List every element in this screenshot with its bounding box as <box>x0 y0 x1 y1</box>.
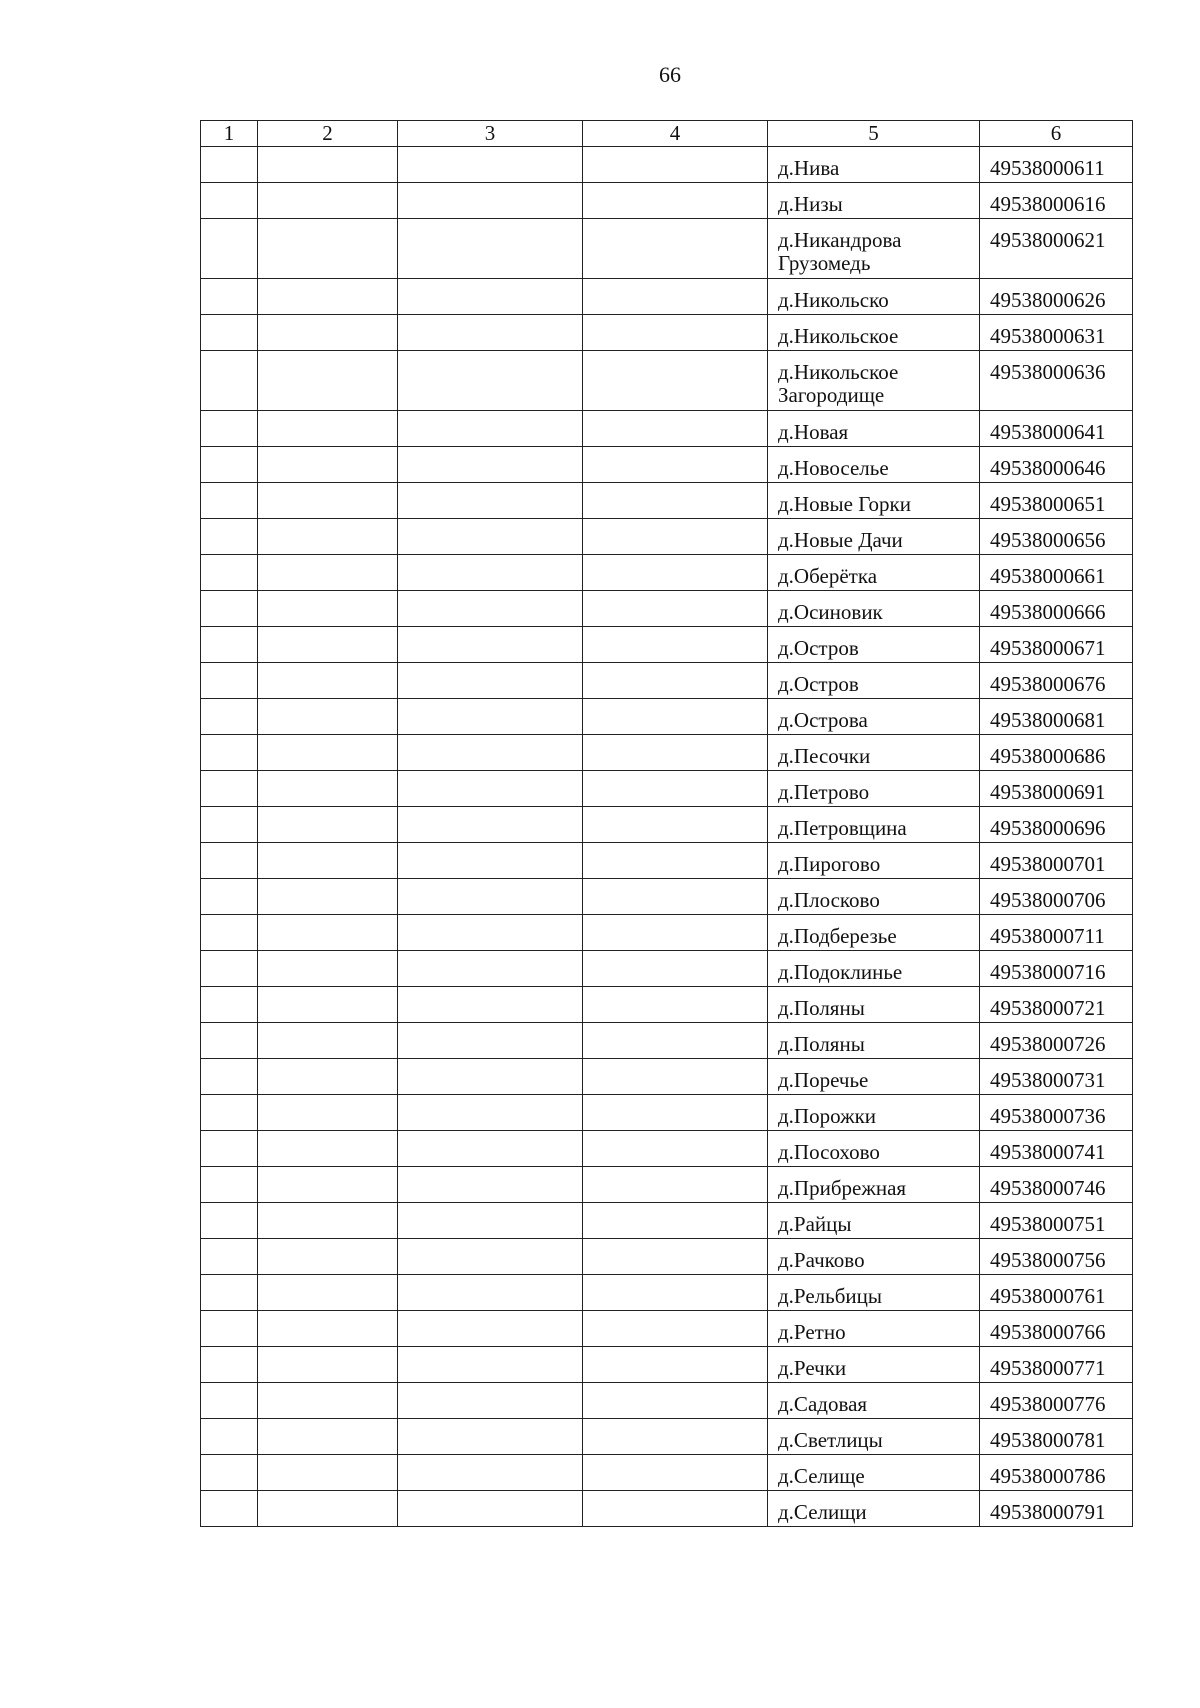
column-header-5: 5 <box>768 121 980 147</box>
oktmo-code-cell: 49538000741 <box>980 1131 1133 1167</box>
cell-col-4 <box>583 351 768 411</box>
cell-col-3 <box>398 1203 583 1239</box>
settlement-name-cell: д.Посохово <box>768 1131 980 1167</box>
cell-col-2 <box>258 483 398 519</box>
cell-col-3 <box>398 915 583 951</box>
oktmo-code-cell: 49538000621 <box>980 219 1133 279</box>
cell-col-3 <box>398 1383 583 1419</box>
cell-col-1 <box>201 843 258 879</box>
oktmo-code-cell: 49538000776 <box>980 1383 1133 1419</box>
cell-col-1 <box>201 219 258 279</box>
table-row <box>201 1131 1133 1167</box>
cell-col-3 <box>398 1131 583 1167</box>
settlement-name-cell: д.Пирогово <box>768 843 980 879</box>
oktmo-code-cell: 49538000666 <box>980 591 1133 627</box>
cell-col-3 <box>398 219 583 279</box>
settlement-name-cell: д.Селище <box>768 1455 980 1491</box>
cell-col-4 <box>583 843 768 879</box>
cell-col-3 <box>398 1275 583 1311</box>
cell-col-3 <box>398 483 583 519</box>
table-row <box>201 627 1133 663</box>
cell-col-3 <box>398 1167 583 1203</box>
cell-col-1 <box>201 1383 258 1419</box>
cell-col-2 <box>258 1419 398 1455</box>
cell-col-4 <box>583 279 768 315</box>
cell-col-1 <box>201 1491 258 1527</box>
table-row <box>201 915 1133 951</box>
oktmo-code-cell: 49538000616 <box>980 183 1133 219</box>
oktmo-code-cell: 49538000736 <box>980 1095 1133 1131</box>
cell-col-4 <box>583 591 768 627</box>
settlement-name-cell: д.Поляны <box>768 987 980 1023</box>
cell-col-4 <box>583 1131 768 1167</box>
oktmo-code-cell: 49538000726 <box>980 1023 1133 1059</box>
cell-col-4 <box>583 1203 768 1239</box>
cell-col-4 <box>583 1455 768 1491</box>
cell-col-3 <box>398 1491 583 1527</box>
cell-col-3 <box>398 879 583 915</box>
cell-col-3 <box>398 1095 583 1131</box>
column-header-3: 3 <box>398 121 583 147</box>
cell-col-1 <box>201 1311 258 1347</box>
table-row <box>201 483 1133 519</box>
cell-col-3 <box>398 987 583 1023</box>
cell-col-4 <box>583 1491 768 1527</box>
table-row <box>201 1059 1133 1095</box>
cell-col-3 <box>398 351 583 411</box>
table-row <box>201 315 1133 351</box>
cell-col-1 <box>201 1347 258 1383</box>
oktmo-code-cell: 49538000691 <box>980 771 1133 807</box>
cell-col-4 <box>583 411 768 447</box>
settlement-name-cell: д.Прибрежная <box>768 1167 980 1203</box>
cell-col-3 <box>398 627 583 663</box>
cell-col-4 <box>583 483 768 519</box>
cell-col-4 <box>583 1095 768 1131</box>
table-row <box>201 591 1133 627</box>
settlement-name-cell: д.Новая <box>768 411 980 447</box>
cell-col-1 <box>201 591 258 627</box>
oktmo-code-cell: 49538000721 <box>980 987 1133 1023</box>
cell-col-3 <box>398 663 583 699</box>
cell-col-3 <box>398 183 583 219</box>
table-row <box>201 279 1133 315</box>
cell-col-1 <box>201 183 258 219</box>
cell-col-4 <box>583 987 768 1023</box>
cell-col-4 <box>583 555 768 591</box>
table-row <box>201 951 1133 987</box>
cell-col-1 <box>201 315 258 351</box>
cell-col-4 <box>583 1383 768 1419</box>
table-row <box>201 1239 1133 1275</box>
cell-col-3 <box>398 591 583 627</box>
cell-col-3 <box>398 771 583 807</box>
column-header-4: 4 <box>583 121 768 147</box>
table-row <box>201 699 1133 735</box>
settlement-name-cell: д.Поречье <box>768 1059 980 1095</box>
settlement-name-cell: д.Острова <box>768 699 980 735</box>
cell-col-1 <box>201 1203 258 1239</box>
table-header-row <box>201 121 1133 147</box>
oktmo-code-cell: 49538000746 <box>980 1167 1133 1203</box>
cell-col-3 <box>398 411 583 447</box>
table-row <box>201 1203 1133 1239</box>
cell-col-3 <box>398 1347 583 1383</box>
cell-col-4 <box>583 771 768 807</box>
table-row <box>201 1023 1133 1059</box>
cell-col-3 <box>398 807 583 843</box>
cell-col-3 <box>398 519 583 555</box>
table-row <box>201 735 1133 771</box>
cell-col-4 <box>583 1059 768 1095</box>
oktmo-code-cell: 49538000626 <box>980 279 1133 315</box>
cell-col-2 <box>258 591 398 627</box>
cell-col-4 <box>583 807 768 843</box>
cell-col-2 <box>258 843 398 879</box>
oktmo-code-cell: 49538000671 <box>980 627 1133 663</box>
cell-col-4 <box>583 1167 768 1203</box>
settlement-name-cell: д.Остров <box>768 627 980 663</box>
settlement-name-cell: д.Оберётка <box>768 555 980 591</box>
settlement-name-cell: д.Новые Горки <box>768 483 980 519</box>
cell-col-1 <box>201 663 258 699</box>
cell-col-1 <box>201 447 258 483</box>
settlement-name-cell: д.Петровщина <box>768 807 980 843</box>
cell-col-3 <box>398 555 583 591</box>
cell-col-4 <box>583 315 768 351</box>
cell-col-2 <box>258 447 398 483</box>
cell-col-2 <box>258 315 398 351</box>
oktmo-code-cell: 49538000756 <box>980 1239 1133 1275</box>
oktmo-code-cell: 49538000711 <box>980 915 1133 951</box>
cell-col-3 <box>398 951 583 987</box>
cell-col-4 <box>583 1275 768 1311</box>
cell-col-1 <box>201 1059 258 1095</box>
table-row <box>201 519 1133 555</box>
oktmo-code-cell: 49538000781 <box>980 1419 1133 1455</box>
cell-col-2 <box>258 1167 398 1203</box>
table-row <box>201 411 1133 447</box>
settlement-name-cell: д.Новые Дачи <box>768 519 980 555</box>
oktmo-code-cell: 49538000646 <box>980 447 1133 483</box>
cell-col-1 <box>201 771 258 807</box>
cell-col-2 <box>258 1023 398 1059</box>
cell-col-2 <box>258 351 398 411</box>
cell-col-2 <box>258 735 398 771</box>
cell-col-4 <box>583 879 768 915</box>
cell-col-1 <box>201 735 258 771</box>
settlement-name-cell: д.Селищи <box>768 1491 980 1527</box>
cell-col-3 <box>398 1311 583 1347</box>
cell-col-2 <box>258 555 398 591</box>
cell-col-2 <box>258 807 398 843</box>
table-row <box>201 351 1133 411</box>
cell-col-1 <box>201 1455 258 1491</box>
cell-col-2 <box>258 279 398 315</box>
cell-col-2 <box>258 1095 398 1131</box>
oktmo-code-cell: 49538000641 <box>980 411 1133 447</box>
cell-col-2 <box>258 663 398 699</box>
settlement-name-cell: д.Новоселье <box>768 447 980 483</box>
cell-col-2 <box>258 1347 398 1383</box>
oktmo-code-cell: 49538000661 <box>980 555 1133 591</box>
oktmo-code-cell: 49538000701 <box>980 843 1133 879</box>
settlement-name-cell: д.Садовая <box>768 1383 980 1419</box>
table-row <box>201 219 1133 279</box>
cell-col-1 <box>201 807 258 843</box>
cell-col-2 <box>258 1383 398 1419</box>
oktmo-code-cell: 49538000656 <box>980 519 1133 555</box>
cell-col-2 <box>258 219 398 279</box>
cell-col-3 <box>398 843 583 879</box>
settlement-name-cell: д.Осиновик <box>768 591 980 627</box>
table-row <box>201 843 1133 879</box>
cell-col-2 <box>258 627 398 663</box>
cell-col-2 <box>258 987 398 1023</box>
oktmo-code-cell: 49538000676 <box>980 663 1133 699</box>
cell-col-4 <box>583 663 768 699</box>
settlement-name-cell: д.Песочки <box>768 735 980 771</box>
table-row <box>201 1419 1133 1455</box>
oktmo-code-cell: 49538000771 <box>980 1347 1133 1383</box>
cell-col-1 <box>201 627 258 663</box>
settlement-name-cell: д.Поляны <box>768 1023 980 1059</box>
cell-col-2 <box>258 1059 398 1095</box>
cell-col-1 <box>201 987 258 1023</box>
cell-col-1 <box>201 411 258 447</box>
settlement-name-cell: д.Рельбицы <box>768 1275 980 1311</box>
cell-col-2 <box>258 915 398 951</box>
settlement-name-cell: д.Райцы <box>768 1203 980 1239</box>
cell-col-1 <box>201 1131 258 1167</box>
cell-col-4 <box>583 1347 768 1383</box>
table-row <box>201 1275 1133 1311</box>
oktmo-code-cell: 49538000766 <box>980 1311 1133 1347</box>
cell-col-1 <box>201 1239 258 1275</box>
cell-col-1 <box>201 699 258 735</box>
cell-col-1 <box>201 147 258 183</box>
cell-col-4 <box>583 183 768 219</box>
cell-col-2 <box>258 411 398 447</box>
settlement-name-cell: д.Никольское Загородище <box>768 351 980 411</box>
settlement-name-cell: д.Ретно <box>768 1311 980 1347</box>
cell-col-1 <box>201 951 258 987</box>
table-row <box>201 555 1133 591</box>
cell-col-3 <box>398 447 583 483</box>
cell-col-3 <box>398 315 583 351</box>
table-row <box>201 1167 1133 1203</box>
cell-col-2 <box>258 1131 398 1167</box>
cell-col-4 <box>583 147 768 183</box>
cell-col-1 <box>201 483 258 519</box>
settlement-name-cell: д.Рачково <box>768 1239 980 1275</box>
settlements-table <box>200 120 1133 1527</box>
cell-col-4 <box>583 519 768 555</box>
cell-col-1 <box>201 1095 258 1131</box>
settlement-name-cell: д.Никольско <box>768 279 980 315</box>
cell-col-2 <box>258 147 398 183</box>
settlement-name-cell: д.Светлицы <box>768 1419 980 1455</box>
cell-col-1 <box>201 1419 258 1455</box>
cell-col-4 <box>583 627 768 663</box>
oktmo-code-cell: 49538000706 <box>980 879 1133 915</box>
cell-col-2 <box>258 951 398 987</box>
table-row <box>201 147 1133 183</box>
cell-col-4 <box>583 915 768 951</box>
cell-col-2 <box>258 1491 398 1527</box>
cell-col-4 <box>583 735 768 771</box>
cell-col-2 <box>258 1239 398 1275</box>
cell-col-3 <box>398 1059 583 1095</box>
cell-col-2 <box>258 1455 398 1491</box>
oktmo-code-cell: 49538000751 <box>980 1203 1133 1239</box>
oktmo-code-cell: 49538000761 <box>980 1275 1133 1311</box>
oktmo-code-cell: 49538000696 <box>980 807 1133 843</box>
settlement-name-cell: д.Остров <box>768 663 980 699</box>
cell-col-2 <box>258 1275 398 1311</box>
oktmo-code-cell: 49538000631 <box>980 315 1133 351</box>
cell-col-1 <box>201 879 258 915</box>
cell-col-3 <box>398 279 583 315</box>
table-row <box>201 1491 1133 1527</box>
table-row <box>201 879 1133 915</box>
cell-col-1 <box>201 351 258 411</box>
cell-col-1 <box>201 519 258 555</box>
table-row <box>201 771 1133 807</box>
table-row <box>201 1095 1133 1131</box>
settlement-name-cell: д.Подоклинье <box>768 951 980 987</box>
table-row <box>201 1455 1133 1491</box>
table-body <box>201 147 1133 1527</box>
cell-col-4 <box>583 1239 768 1275</box>
table-row <box>201 1311 1133 1347</box>
cell-col-1 <box>201 915 258 951</box>
cell-col-2 <box>258 879 398 915</box>
cell-col-3 <box>398 1023 583 1059</box>
table-row <box>201 987 1133 1023</box>
settlement-name-cell: д.Порожки <box>768 1095 980 1131</box>
oktmo-code-cell: 49538000686 <box>980 735 1133 771</box>
settlement-name-cell: д.Никандрова Грузомедь <box>768 219 980 279</box>
cell-col-3 <box>398 1239 583 1275</box>
cell-col-3 <box>398 1419 583 1455</box>
table-row <box>201 183 1133 219</box>
cell-col-4 <box>583 447 768 483</box>
column-header-6: 6 <box>980 121 1133 147</box>
cell-col-1 <box>201 1167 258 1203</box>
cell-col-3 <box>398 699 583 735</box>
oktmo-code-cell: 49538000636 <box>980 351 1133 411</box>
cell-col-2 <box>258 519 398 555</box>
column-header-1: 1 <box>201 121 258 147</box>
cell-col-2 <box>258 771 398 807</box>
cell-col-2 <box>258 183 398 219</box>
cell-col-2 <box>258 1311 398 1347</box>
oktmo-code-cell: 49538000791 <box>980 1491 1133 1527</box>
oktmo-code-cell: 49538000716 <box>980 951 1133 987</box>
cell-col-4 <box>583 951 768 987</box>
settlement-name-cell: д.Плосково <box>768 879 980 915</box>
cell-col-2 <box>258 1203 398 1239</box>
table-row <box>201 807 1133 843</box>
settlement-name-cell: д.Подберезье <box>768 915 980 951</box>
oktmo-code-cell: 49538000731 <box>980 1059 1133 1095</box>
oktmo-code-cell: 49538000651 <box>980 483 1133 519</box>
cell-col-1 <box>201 555 258 591</box>
cell-col-1 <box>201 279 258 315</box>
cell-col-2 <box>258 699 398 735</box>
settlement-name-cell: д.Нива <box>768 147 980 183</box>
table-row <box>201 1383 1133 1419</box>
settlement-name-cell: д.Петрово <box>768 771 980 807</box>
cell-col-3 <box>398 735 583 771</box>
table-row <box>201 447 1133 483</box>
cell-col-3 <box>398 147 583 183</box>
oktmo-code-cell: 49538000611 <box>980 147 1133 183</box>
cell-col-4 <box>583 219 768 279</box>
page-number: 66 <box>659 62 681 87</box>
cell-col-4 <box>583 699 768 735</box>
cell-col-3 <box>398 1455 583 1491</box>
oktmo-code-cell: 49538000786 <box>980 1455 1133 1491</box>
settlement-name-cell: д.Никольское <box>768 315 980 351</box>
oktmo-code-cell: 49538000681 <box>980 699 1133 735</box>
settlement-name-cell: д.Речки <box>768 1347 980 1383</box>
table-row <box>201 1347 1133 1383</box>
cell-col-1 <box>201 1023 258 1059</box>
column-header-2: 2 <box>258 121 398 147</box>
table-row <box>201 663 1133 699</box>
settlement-name-cell: д.Низы <box>768 183 980 219</box>
cell-col-1 <box>201 1275 258 1311</box>
cell-col-4 <box>583 1023 768 1059</box>
cell-col-4 <box>583 1419 768 1455</box>
cell-col-4 <box>583 1311 768 1347</box>
